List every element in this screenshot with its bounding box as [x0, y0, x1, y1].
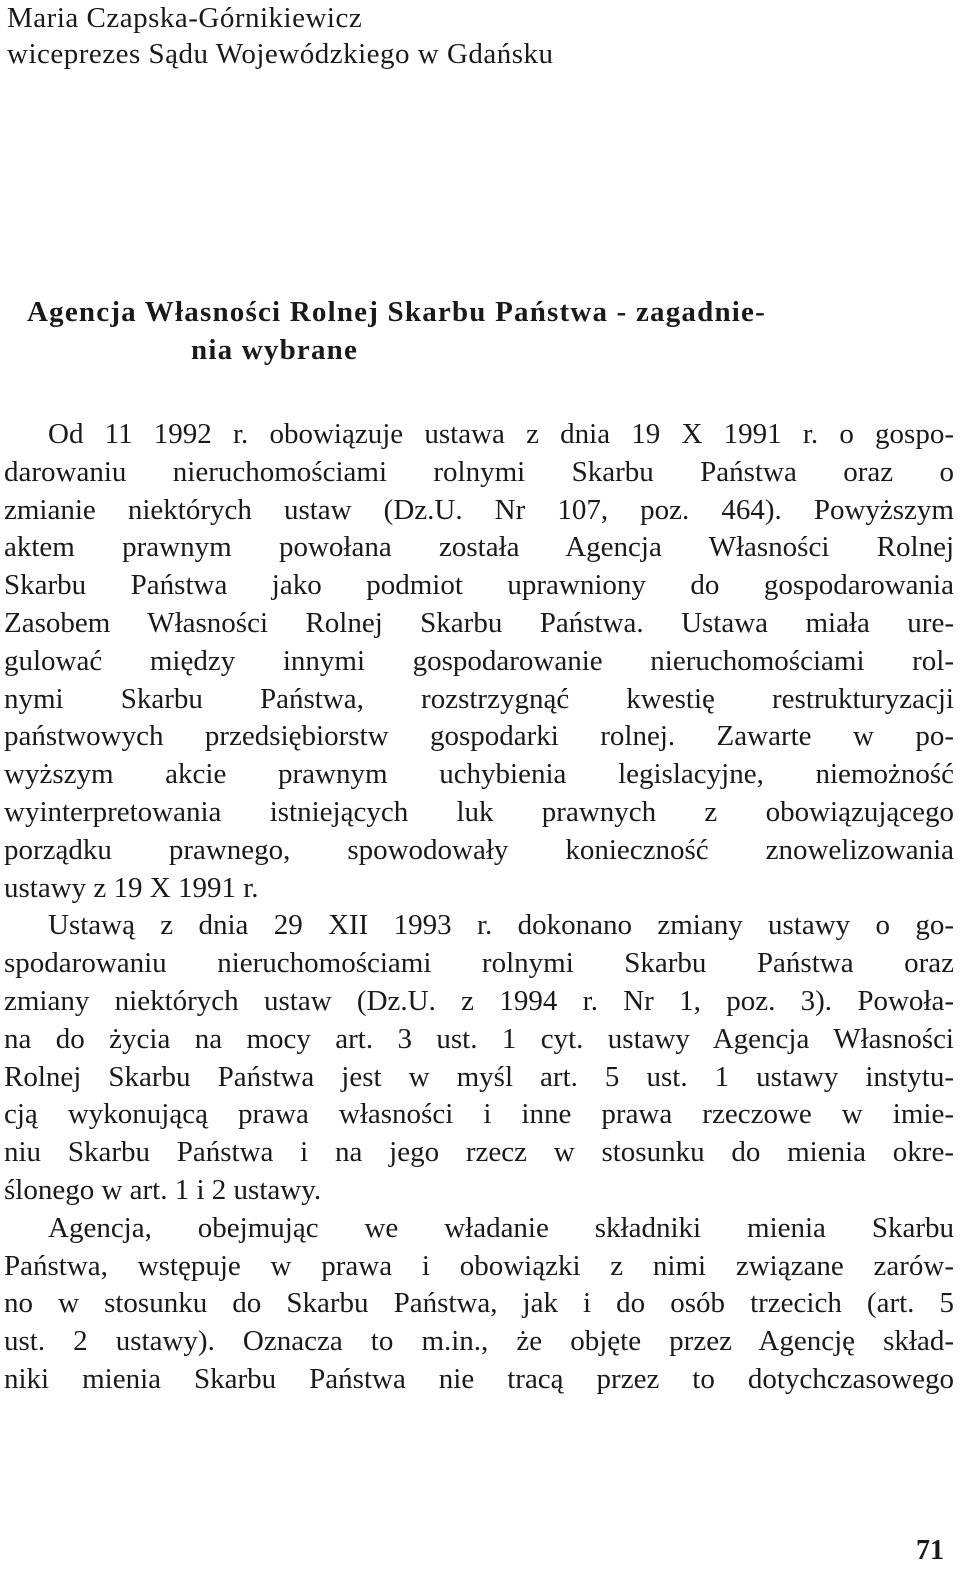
text-line: Skarbu Państwa jako podmiot uprawniony do gospodarowania	[4, 569, 954, 602]
article-title	[27, 293, 766, 369]
text-line: spodarowaniu nieruchomościami rolnymi Skarbu Państwa oraz	[4, 947, 954, 980]
title-line-1: Agencja Własności Rolnej Skarbu Państwa - zagadnie-	[27, 296, 766, 328]
text-line: zmiany niektórych ustaw (Dz.U. z 1994 r. Nr 1, poz. 3). Powoła-	[4, 984, 954, 1017]
text-line: Agencja, obejmując we władanie składniki mienia Skarbu	[48, 1211, 954, 1244]
text-line: darowaniu nieruchomościami rolnymi Skarbu Państwa oraz o	[4, 455, 954, 488]
text-line: Od 11 1992 r. obowiązuje ustawa z dnia 19 X 1991 r. o gospo-	[48, 418, 954, 450]
text-line: cją wykonującą prawa własności i inne prawa rzeczowe w imie-	[4, 1098, 954, 1131]
text-line: Rolnej Skarbu Państwa jest w myśl art. 5 ust. 1 ustawy instytu-	[4, 1060, 954, 1093]
text-line: nymi Skarbu Państwa, rozstrzygnąć kwestię restrukturyzacji	[4, 682, 954, 715]
text-line: gulować między innymi gospodarowanie nieruchomościami rol-	[4, 644, 954, 677]
text-line: Państwa, wstępuje w prawa i obowiązki z nimi związane zarów-	[4, 1249, 954, 1282]
text-line: niki mienia Skarbu Państwa nie tracą przez to dotychczasowego	[4, 1362, 954, 1395]
article-body	[4, 416, 954, 1399]
page-number: 71	[916, 1535, 944, 1566]
text-line: Zasobem Własności Rolnej Skarbu Państwa. Ustawa miała ure-	[4, 606, 954, 639]
paragraph-3	[4, 1210, 954, 1399]
text-line: wyinterpretowania istniejących luk prawnych z obowiązującego	[4, 795, 954, 828]
text-line: na do życia na mocy art. 3 ust. 1 cyt. ustawy Agencja Własności	[4, 1022, 954, 1055]
text-line: porządku prawnego, spowodowały konieczność znowelizowania	[4, 833, 954, 866]
title-line-2: nia wybrane	[191, 334, 359, 366]
text-line: państwowych przedsiębiorstw gospodarki rolnej. Zawarte w po-	[4, 720, 954, 753]
author-role: wiceprezes Sądu Wojewódzkiego w Gdańsku	[7, 38, 554, 70]
text-line: Ustawą z dnia 29 XII 1993 r. dokonano zmiany ustawy o go-	[48, 909, 954, 942]
text-line: ust. 2 ustawy). Oznacza to m.in., że objęte przez Agencję skład-	[4, 1325, 954, 1358]
text-line: aktem prawnym powołana została Agencja Własności Rolnej	[4, 531, 954, 564]
paragraph-2	[4, 907, 954, 1209]
author-block	[7, 0, 554, 72]
text-line: no w stosunku do Skarbu Państwa, jak i do osób trzecich (art. 5	[4, 1287, 954, 1320]
text-line: wyższym akcie prawnym uchybienia legislacyjne, niemożność	[4, 758, 954, 791]
text-line: niu Skarbu Państwa i na jego rzecz w stosunku do mienia okre-	[4, 1136, 954, 1169]
author-name: Maria Czapska-Górnikiewicz	[7, 2, 363, 34]
paragraph-1	[4, 416, 954, 907]
text-line: ślonego w art. 1 i 2 ustawy.	[4, 1173, 322, 1206]
text-line: zmianie niektórych ustaw (Dz.U. Nr 107, poz. 464). Powyższym	[4, 493, 954, 526]
text-line: ustawy z 19 X 1991 r.	[4, 871, 259, 904]
